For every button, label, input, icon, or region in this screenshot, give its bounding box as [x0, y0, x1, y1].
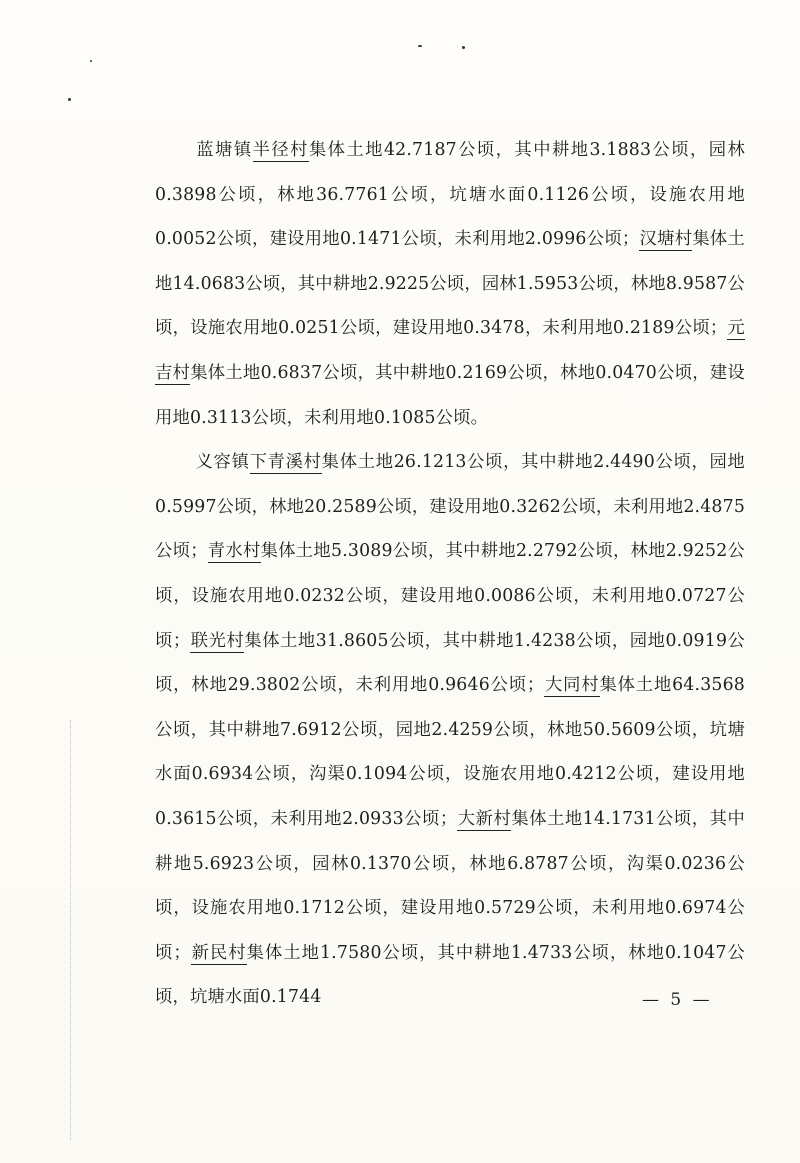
paragraph	[155, 128, 745, 440]
page-number: — 5 —	[642, 990, 713, 1010]
text-segment: 集体土地14.0683公顷，其中耕地2.9225公顷，园林1.5953公顷，林地8.9587公顷，设施农用地0.0251公顷，建设用地0.3478，未利用地0.2189公顷；	[155, 229, 746, 339]
village-name: 大新村	[457, 808, 512, 829]
text-segment: 蓝塘镇	[195, 140, 253, 160]
scan-speck	[90, 60, 92, 62]
scan-speck	[68, 98, 71, 101]
scan-speck	[418, 45, 422, 47]
village-name: 元吉村	[155, 318, 746, 383]
village-name: 新民村	[190, 942, 247, 963]
text-segment: 集体土地26.1213公顷，其中耕地2.4490公顷，园地0.5997公顷，林地20.2589公顷，建设用地0.3262公顷，未利用地2.4875公顷；	[155, 452, 746, 562]
text-segment: 集体土地1.7580公顷，其中耕地1.4733公顷，林地0.1047公顷，坑塘水面0.1744	[155, 942, 745, 1008]
body-text	[155, 128, 745, 1020]
village-name: 大同村	[544, 675, 600, 696]
village-name: 青水村	[207, 541, 261, 562]
village-name: 半径村	[252, 140, 309, 160]
text-segment: 集体土地5.3089公顷，其中耕地2.2792公顷，林地2.9252公顷，设施农用地0.0232公顷，建设用地0.0086公顷，未利用地0.0727公顷；	[155, 541, 746, 651]
scan-edge-mark	[70, 720, 72, 1140]
text-segment: 集体土地64.3568公顷，其中耕地7.6912公顷，园地2.4259公顷，林地50.5609公顷，坑塘水面0.6934公顷，沟渠0.1094公顷，设施农用地0.4212公顷，建设用地0.3615公顷，未利用地2.0933公顷；	[155, 675, 745, 829]
village-name: 下青溪村	[249, 452, 322, 473]
village-name: 汉塘村	[639, 229, 693, 250]
text-segment: 集体土地14.1731公顷，其中耕地5.6923公顷，园林0.1370公顷，林地6.8787公顷，沟渠0.0236公顷，设施农用地0.1712公顷，建设用地0.5729公顷，未利用地0.6974公顷；	[155, 808, 745, 963]
paragraph	[155, 440, 745, 1020]
text-segment: 集体土地0.6837公顷，其中耕地0.2169公顷，林地0.0470公顷，建设用地0.3113公顷，未利用地0.1085公顷。	[155, 362, 745, 428]
text-segment: 集体土地31.8605公顷，其中耕地1.4238公顷，园地0.0919公顷，林地29.3802公顷，未利用地0.9646公顷；	[155, 630, 745, 696]
village-name: 联光村	[190, 630, 245, 651]
text-segment: 集体土地42.7187公顷，其中耕地3.1883公顷，园林0.3898公顷，林地36.7761公顷，坑塘水面0.1126公顷，设施农用地0.0052公顷，建设用地0.1471公顷，未利用地2.0996公顷；	[155, 140, 745, 250]
scan-speck	[462, 46, 465, 49]
text-segment: 义容镇	[195, 452, 250, 473]
